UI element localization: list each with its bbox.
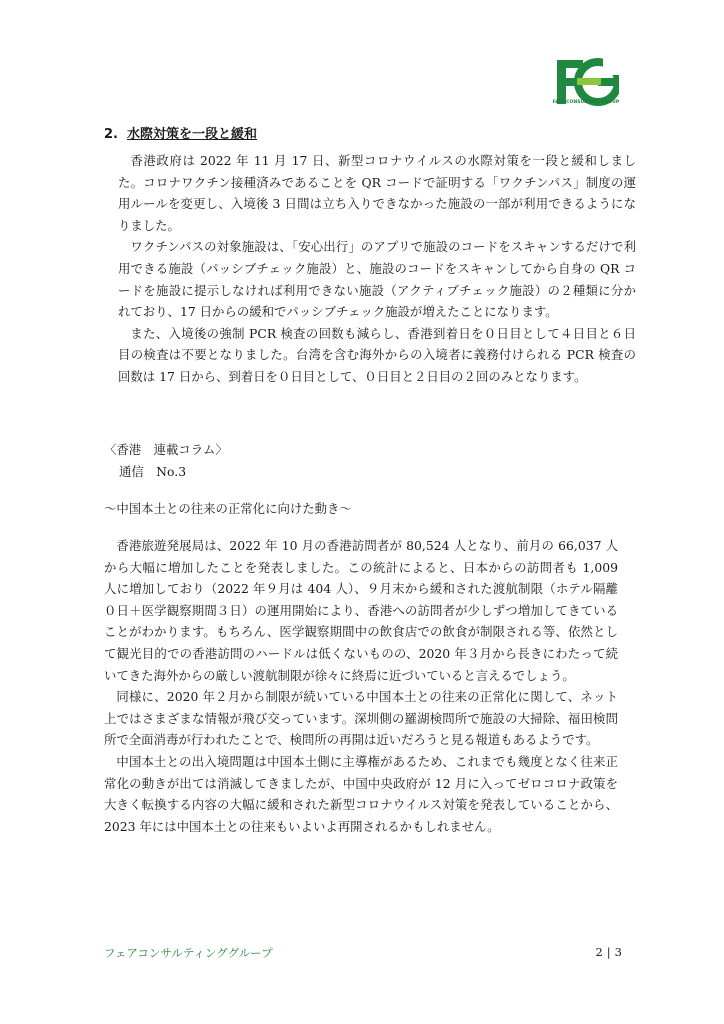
footer-brand: フェアコンサルティンググループ xyxy=(104,946,273,960)
column-label: 〈香港 連載コラム〉 xyxy=(104,442,228,457)
paragraph: ワクチンパスの対象施設は、「安心出行」のアプリで施設のコードをスキャンするだけで利用できる施設（パッシブチェック施設）と、施設のコードをスキャンしてから自身の QR コードを施設に提示しなければ利用できない施設（アクティブチェック施設）の２種類に分かれており、17 日からの緩和でパッシブチェック施設が増えたことになります。 xyxy=(118,239,636,320)
logo-company-name: FAIR CONSULTING GROUP xyxy=(552,100,620,105)
section-title: 水際対策を一段と緩和 xyxy=(126,127,257,142)
page-number xyxy=(595,945,622,959)
section-2 xyxy=(104,123,636,388)
column-subtitle: ～中国本土との往来の正常化に向けた動き～ xyxy=(104,501,352,516)
section-number: 2. xyxy=(104,127,118,142)
section-heading xyxy=(104,123,636,142)
page-separator: | xyxy=(606,945,611,959)
column-number: 通信 No.3 xyxy=(119,464,187,479)
paragraph: 中国本土との出入境問題は中国本土側に主導権があるため、これまでも幾度となく往来正常化の動きが出ては消滅してきましたが、中国中央政府が 12 月に入ってゼロコロナ政策を大きく転換する内容の大幅に緩和された新型コロナウイルス対策を発表していることから、2023 年には中国本土との往来もいよいよ再開されるかもしれません。 xyxy=(104,753,618,834)
current-page: 2 xyxy=(595,945,603,959)
column-body xyxy=(104,535,618,837)
paragraph: また、入境後の強制 PCR 検査の回数も減らし、香港到着日を０日目として４日目と６日目の検査は不要となりました。台湾を含む海外からの入境者に義務付けられる PCR 検査の回数は 17 日から、到着日を０日目として、０日目と２日目の２回のみとなります。 xyxy=(118,325,636,384)
paragraph: 香港政府は 2022 年 11 月 17 日、新型コロナウイルスの水際対策を一段と緩和しました。コロナワクチン接種済みであることを QR コードで証明する「ワクチンパス」制度の運用ルールを変更し、入境後 3 日間は立ち入りできなかった施設の一部が利用できるようになりました。 xyxy=(118,153,636,233)
column-header xyxy=(104,439,228,483)
paragraph: 同様に、2020 年２月から制限が続いている中国本土との往来の正常化に関して、ネット上ではさまざまな情報が飛び交っています。深圳側の羅湖検問所で施設の大掃除、福田検問所で全面消毒が行われたことで、検問所の再開は近いだろうと見る報道もあるようです。 xyxy=(104,689,618,748)
total-pages: 3 xyxy=(614,945,622,959)
paragraph: 香港旅遊発展局は、2022 年 10 月の香港訪問者が 80,524 人となり、前月の 66,037 人から大幅に増加したことを発表しました。この統計によると、日本からの訪問者も 1,009 人に増加しており（2022 年９月は 404 人）、９月末から緩和された渡航制限（ホテル隔離０日＋医学観察期間３日）の運用開始により、香港への訪問者が少しずつ増加してきていることがわかります。もちろん、医学観察期間中の飲食店での飲食が制限される等、依然として観光目的での香港訪問のハードルは低くないものの、2020 年３月から長きにわたって続いてきた海外からの厳しい渡航制限が徐々に終焉に近づいていると言えるでしょう。 xyxy=(104,538,618,683)
